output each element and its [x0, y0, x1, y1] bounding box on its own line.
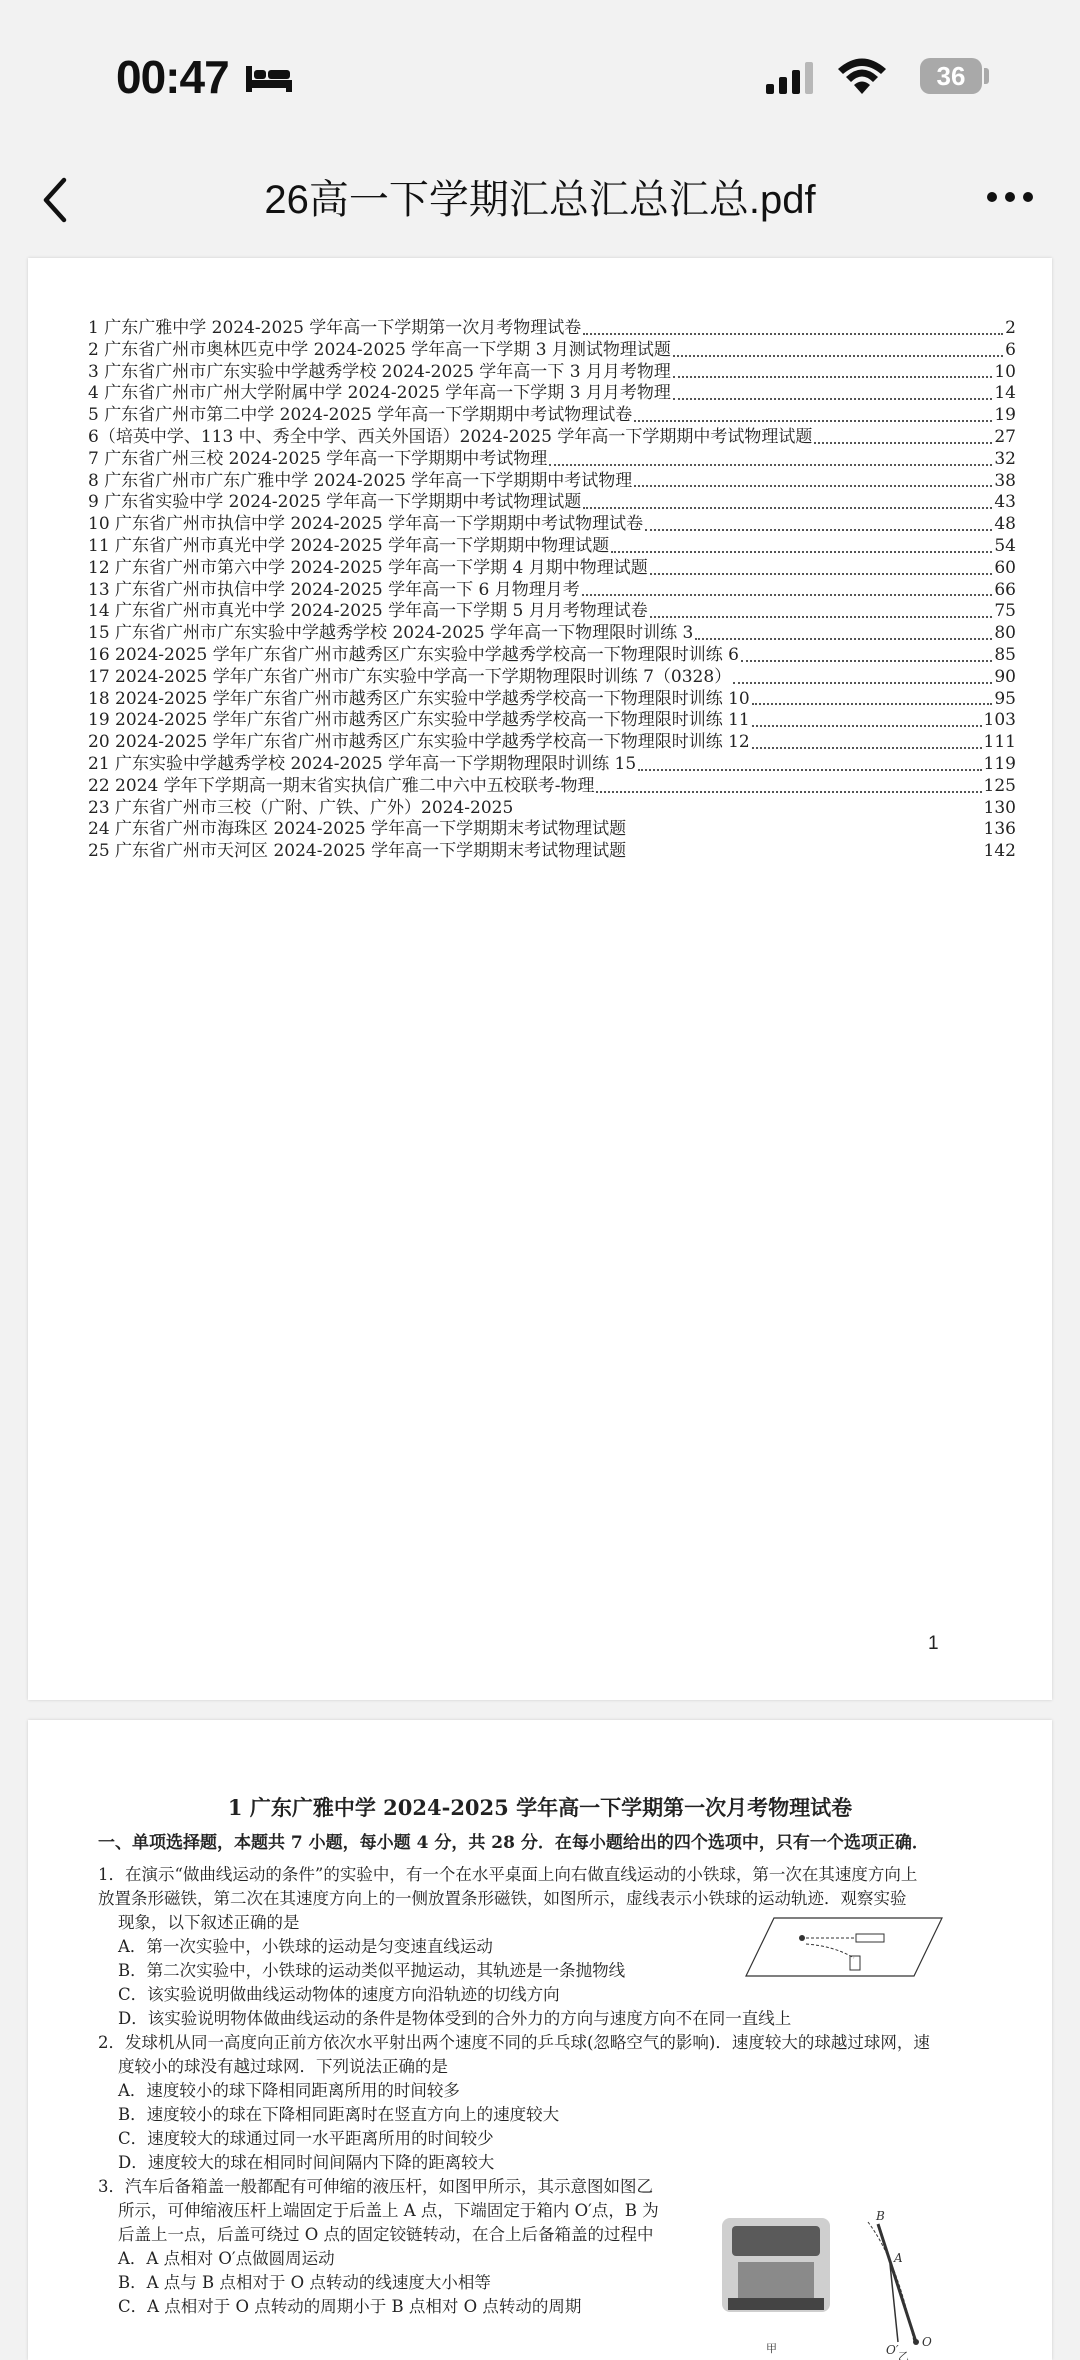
toc-entry[interactable] [88, 689, 1016, 711]
question-line: 度较小的球没有越过球网．下列说法正确的是 [118, 2057, 448, 2076]
toc-entry-title: 2 广东省广州市奥林匹克中学 2024-2025 学年高一下学期 3 月测试物理试题 [88, 339, 671, 360]
question-line: 后盖上一点，后盖可绕过 O 点的固定铰链转动，在合上后备箱盖的过程中 [118, 2225, 654, 2244]
back-icon[interactable] [36, 172, 76, 228]
pdf-page-2[interactable] [28, 1720, 1052, 2360]
toc-leader-dots [814, 438, 992, 444]
figure-label-o-prime: O′ [886, 2343, 899, 2357]
toc-entry-title: 9 广东省实验中学 2024-2025 学年高一下学期期中考试物理试题 [88, 492, 582, 513]
toc-entry[interactable] [88, 318, 1016, 340]
question-line: 放置条形磁铁，第二次在其速度方向上的一侧放置条形磁铁，如图所示，虚线表示小铁球的运动轨迹．观察实验 [98, 1889, 907, 1908]
toc-entry-page: 10 [994, 361, 1016, 382]
question-line: D．该实验说明物体做曲线运动的条件是物体受到的合外力的方向与速度方向不在同一直线上 [118, 2009, 792, 2028]
toc-entry-page: 32 [994, 448, 1016, 469]
toc-entry-page: 43 [994, 492, 1016, 513]
nav-bar [0, 150, 1080, 250]
toc-entry-title: 16 2024-2025 学年广东省广州市越秀区广东实验中学越秀学校高一下物理限时训练 6 [88, 644, 739, 665]
figure-label-b: B [876, 2209, 885, 2223]
toc-entry-page: 142 [983, 841, 1016, 862]
toc-entry-title: 12 广东省广州市第六中学 2024-2025 学年高一下学期 4 月期中物理试题 [88, 557, 648, 578]
toc-entry-title: 5 广东省广州市第二中学 2024-2025 学年高一下学期期中考试物理试卷 [88, 405, 633, 426]
toc-entry-page: 14 [994, 383, 1016, 404]
toc-entry-title: 1 广东广雅中学 2024-2025 学年高一下学期第一次月考物理试卷 [88, 318, 582, 338]
toc-leader-dots [752, 721, 982, 727]
toc-entry-title: 13 广东省广州市执信中学 2024-2025 学年高一下 6 月物理月考 [88, 579, 580, 600]
toc-entry-title: 7 广东省广州三校 2024-2025 学年高一下学期期中考试物理 [88, 448, 548, 469]
toc-entry[interactable] [88, 471, 1016, 493]
toc-entry-title: 11 广东省广州市真光中学 2024-2025 学年高一下学期期中物理试题 [88, 535, 610, 556]
toc-entry-title: 14 广东省广州市真光中学 2024-2025 学年高一下学期 5 月月考物理试卷 [88, 601, 648, 622]
toc-entry-title: 21 广东实验中学越秀学校 2024-2025 学年高一下学期物理限时训练 15 [88, 753, 637, 774]
toc-entry-title: 22 2024 学年下学期高一期末省实执信广雅二中六中五校联考-物理 [88, 775, 595, 796]
toc-entry[interactable] [88, 841, 1016, 863]
toc-entry[interactable] [88, 754, 1016, 776]
toc-leader-dots [741, 656, 992, 662]
toc-leader-dots [695, 634, 992, 640]
toc-entry-title: 20 2024-2025 学年广东省广州市越秀区广东实验中学越秀学校高一下物理限时训练 12 [88, 732, 750, 753]
battery-level: 36 [936, 61, 966, 91]
toc-leader-dots [673, 351, 1003, 357]
toc-entry[interactable] [88, 449, 1016, 471]
toc-entry[interactable] [88, 776, 1016, 798]
question-line: C．速度较大的球通过同一水平距离所用的时间较少 [118, 2129, 494, 2148]
toc-entry[interactable] [88, 405, 1016, 427]
toc-leader-dots [645, 525, 992, 531]
table-of-contents [88, 318, 1016, 863]
toc-entry[interactable] [88, 536, 1016, 558]
toc-entry-page: 19 [994, 405, 1016, 426]
toc-entry-page: 111 [983, 732, 1016, 753]
battery-tip [984, 68, 989, 84]
toc-entry-page: 38 [994, 470, 1016, 491]
question-line: D．速度较大的球在相同时间间隔内下降的距离较大 [118, 2153, 495, 2172]
toc-entry[interactable] [88, 558, 1016, 580]
toc-entry[interactable] [88, 710, 1016, 732]
toc-entry-page: 2 [1005, 318, 1016, 338]
toc-entry[interactable] [88, 732, 1016, 754]
toc-entry-title: 19 2024-2025 学年广东省广州市越秀区广东实验中学越秀学校高一下物理限时训练 11 [88, 710, 750, 731]
toc-entry-page: 27 [994, 426, 1016, 447]
question-line: A．速度较小的球下降相同距离所用的时间较多 [118, 2081, 460, 2100]
question-line: C．该实验说明做曲线运动物体的速度方向沿轨迹的切线方向 [118, 1985, 560, 2004]
toc-entry-page: 66 [994, 579, 1016, 600]
status-time: 00:47 [116, 51, 229, 103]
toc-entry[interactable] [88, 340, 1016, 362]
toc-leader-dots [596, 787, 981, 793]
figure-label-jia: 甲 [766, 2342, 777, 2355]
toc-entry[interactable] [88, 514, 1016, 536]
toc-leader-dots [638, 765, 981, 771]
toc-entry[interactable] [88, 819, 1016, 841]
toc-entry[interactable] [88, 623, 1016, 645]
question-line: A．第一次实验中，小铁球的运动是匀变速直线运动 [118, 1937, 493, 1956]
toc-entry[interactable] [88, 383, 1016, 405]
toc-entry-title: 25 广东省广州市天河区 2024-2025 学年高一下学期期末考试物理试题 [88, 841, 627, 862]
toc-leader-dots [752, 699, 993, 705]
toc-entry[interactable] [88, 580, 1016, 602]
toc-entry[interactable] [88, 492, 1016, 514]
figure-label-o: O [922, 2335, 932, 2349]
toc-entry-page: 103 [983, 710, 1016, 731]
toc-entry-page: 85 [994, 644, 1016, 665]
toc-entry-title: 10 广东省广州市执信中学 2024-2025 学年高一下学期期中考试物理试卷 [88, 514, 644, 535]
toc-entry-page: 80 [994, 623, 1016, 644]
document-title: 26高一下学期汇总汇总汇总.pdf [264, 178, 816, 222]
toc-entry-page: 54 [994, 535, 1016, 556]
toc-leader-dots [549, 460, 992, 466]
toc-entry-page: 125 [983, 775, 1016, 796]
pdf-page-1[interactable] [28, 258, 1052, 1700]
toc-entry-title: 24 广东省广州市海珠区 2024-2025 学年高一下学期期末考试物理试题 [88, 819, 627, 840]
toc-entry-title: 23 广东省广州市三校（广附、广铁、广外）2024-2025 [88, 797, 514, 818]
toc-leader-dots [515, 808, 981, 814]
toc-entry-page: 48 [994, 514, 1016, 535]
toc-entry-title: 6（培英中学、113 中、秀全中学、西关外国语）2024-2025 学年高一下学期期中考试物理试题 [88, 426, 813, 447]
wifi-icon [836, 58, 888, 96]
bed-icon [244, 62, 294, 94]
question-line: 3．汽车后备箱盖一般都配有可伸缩的液压杆，如图甲所示，其示意图如图乙 [98, 2177, 653, 2196]
question-line: 所示，可伸缩液压杆上端固定于后盖上 A 点，下端固定于箱内 O′点，B 为 [118, 2201, 659, 2220]
question-line: C．A 点相对于 O 点转动的周期小于 B 点相对 O 点转动的周期 [118, 2297, 582, 2316]
toc-entry-page: 75 [994, 601, 1016, 622]
toc-entry-page: 60 [994, 557, 1016, 578]
toc-leader-dots [582, 590, 993, 596]
question-line: B．第二次实验中，小铁球的运动类似平抛运动，其轨迹是一条抛物线 [118, 1961, 626, 1980]
toc-entry-page: 130 [983, 797, 1016, 818]
toc-leader-dots [673, 394, 992, 400]
signal-icon [764, 62, 816, 94]
battery-icon [920, 58, 982, 94]
toc-entry[interactable] [88, 427, 1016, 449]
toc-entry[interactable] [88, 798, 1016, 820]
toc-leader-dots [583, 329, 1003, 335]
toc-entry-title: 18 2024-2025 学年广东省广州市越秀区广东实验中学越秀学校高一下物理限时训练 10 [88, 688, 750, 709]
toc-entry-title: 8 广东省广州市广东广雅中学 2024-2025 学年高一下学期期中考试物理 [88, 470, 633, 491]
toc-entry-page: 119 [983, 753, 1016, 774]
page-number: 1 [928, 1633, 939, 1654]
question-line: B．速度较小的球在下降相同距离时在竖直方向上的速度较大 [118, 2105, 560, 2124]
toc-entry-title: 3 广东省广州市广东实验中学越秀学校 2024-2025 学年高一下 3 月月考物理 [88, 361, 671, 382]
exam-title: 1 广东广雅中学 2024-2025 学年高一下学期第一次月考物理试卷 [227, 1795, 853, 1820]
toc-leader-dots [611, 547, 992, 553]
toc-leader-dots [650, 612, 993, 618]
toc-leader-dots [628, 830, 981, 836]
section-heading: 一、单项选择题，本题共 7 小题，每小题 4 分，共 28 分．在每小题给出的四个选项中，只有一个选项正确． [98, 1833, 929, 1853]
question-line: A．A 点相对 O′点做圆周运动 [118, 2249, 335, 2268]
toc-leader-dots [583, 503, 992, 509]
toc-entry-title: 17 2024-2025 学年广东省广州市广东实验中学高一下学期物理限时训练 7（0328） [88, 666, 732, 687]
toc-entry[interactable] [88, 667, 1016, 689]
toc-leader-dots [673, 372, 992, 378]
toc-leader-dots [752, 743, 982, 749]
question-line: B．A 点与 B 点相对于 O 点转动的线速度大小相等 [118, 2273, 491, 2292]
toc-leader-dots [650, 569, 993, 575]
toc-entry-title: 15 广东省广州市广东实验中学越秀学校 2024-2025 学年高一下物理限时训练 3 [88, 623, 694, 644]
toc-entry[interactable] [88, 601, 1016, 623]
car-trunk-figure [718, 2202, 1028, 2360]
toc-leader-dots [634, 416, 992, 422]
figure-label-yi: 乙 [898, 2350, 909, 2360]
toc-leader-dots [628, 852, 981, 858]
toc-entry-page: 95 [994, 688, 1016, 709]
toc-entry-page: 90 [994, 666, 1016, 687]
magnet-experiment-figure [744, 1916, 944, 1978]
toc-entry-title: 4 广东省广州市广州大学附属中学 2024-2025 学年高一下学期 3 月月考物理 [88, 383, 671, 404]
toc-leader-dots [733, 678, 992, 684]
toc-entry[interactable] [88, 362, 1016, 384]
question-line: 2．发球机从同一高度向正前方依次水平射出两个速度不同的乒乓球(忽略空气的影响)．速度较大的球越过球网，速 [98, 2033, 930, 2052]
toc-leader-dots [634, 481, 992, 487]
toc-entry[interactable] [88, 645, 1016, 667]
figure-label-a: A [894, 2251, 903, 2265]
question-line: 1．在演示“做曲线运动的条件”的实验中，有一个在水平桌面上向右做直线运动的小铁球，第一次在其速度方向上 [98, 1865, 918, 1884]
question-line: 现象，以下叙述正确的是 [118, 1913, 300, 1932]
status-bar [0, 0, 1080, 150]
toc-entry-page: 136 [983, 819, 1016, 840]
toc-entry-page: 6 [1005, 339, 1016, 360]
more-icon[interactable] [986, 190, 1034, 204]
